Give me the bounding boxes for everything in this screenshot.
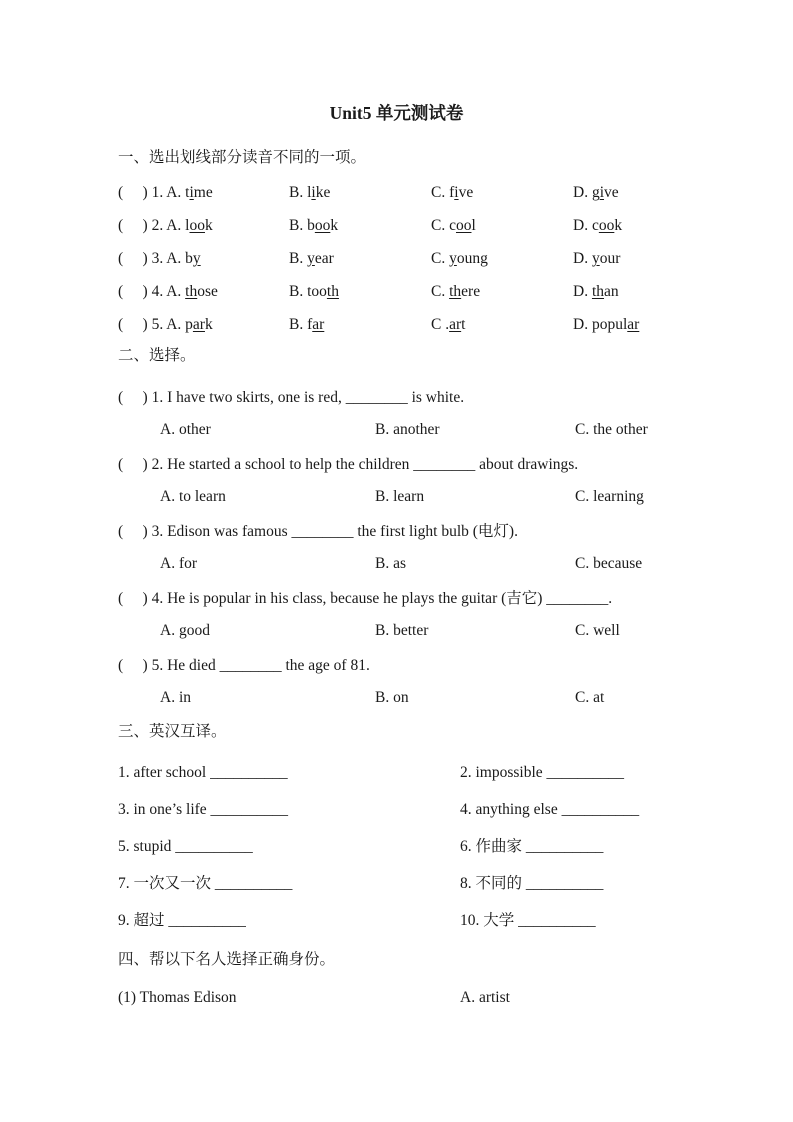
choice-question [118,650,753,714]
section4-rows [118,985,753,1011]
word-post: oung [456,250,488,267]
answer-bracket: ( ) [118,590,152,607]
pron-cell-a [118,242,289,275]
pron-cell-a [118,275,289,308]
choice-question [118,516,753,580]
word-pre: f [449,184,455,201]
option-c: C. learning [575,488,644,505]
choice-options-row [118,414,753,446]
option-b: B. another [375,421,440,438]
option-c: C. the other [575,421,648,438]
pron-question-row [118,176,753,209]
pron-cell-c [431,176,573,209]
answer-bracket: ( ) 4. [118,283,167,300]
option-c-word [449,250,488,267]
match-person: (1) Thomas Edison [118,989,237,1006]
word-underlined: i [189,184,194,201]
option-a-label: A. [166,283,186,300]
option-b-word [307,184,330,201]
word-post: our [599,250,621,267]
word-pre: t [185,184,190,201]
option-b-label: B. [289,316,308,333]
answer-bracket: ( ) [118,657,152,674]
option-a: A. good [160,622,210,639]
option-c: C. at [575,689,605,706]
stem-text: 4. He is popular in his class, because he plays the guitar (吉它) ________. [151,590,613,607]
word-underlined: i [311,184,316,201]
word-underlined: i [454,184,459,201]
translation-item: 8. 不同的 __________ [460,875,604,892]
translation-item: 5. stupid __________ [118,838,253,855]
option-a-word [185,250,201,267]
choice-options-row [118,682,753,714]
translation-item: 10. 大学 __________ [460,912,596,929]
choice-options-row [118,615,753,647]
translation-item: 4. anything else __________ [460,801,640,818]
page-title: Unit5 单元测试卷 [329,103,464,123]
option-a-label: A. [166,184,186,201]
word-underlined: oo [598,217,615,234]
option-b-label: B. [289,283,308,300]
word-underlined: i [599,184,605,201]
option-b-label: B. [289,250,308,267]
answer-bracket: ( ) 1. [118,184,167,201]
pron-question-row [118,209,753,242]
word-underlined: y [591,250,600,267]
option-c-word [449,184,473,201]
option-c-word [449,217,476,234]
pron-cell-d [573,209,753,242]
option-c-word [449,316,465,333]
word-post: ve [458,184,474,201]
match-identity: A. artist [460,989,510,1006]
word-underlined: ar [449,316,462,333]
section1-heading: 一、选出划线部分读音不同的一项。 [118,149,367,166]
option-b: B. on [375,689,409,706]
word-pre: popul [591,316,628,333]
section1-questions [118,176,753,341]
option-d-word [592,217,622,234]
pron-cell-a [118,176,289,209]
option-c-label: C. [431,283,450,300]
option-a-label: A. [166,316,186,333]
option-a-label: A. [166,217,186,234]
translation-item: 9. 超过 __________ [118,912,246,929]
section4-heading: 四、帮以下名人选择正确身份。 [118,951,336,968]
pron-cell-b [289,275,431,308]
option-c: C. well [575,622,620,639]
word-underlined: ar [192,316,205,333]
word-post: l [471,217,476,234]
word-pre: g [591,184,600,201]
option-c-label: C . [431,316,450,333]
word-post: me [193,184,213,201]
pron-cell-d [573,242,753,275]
pron-cell-d [573,308,753,341]
word-post: ke [315,184,331,201]
choice-question [118,583,753,647]
answer-bracket: ( ) 5. [118,316,167,333]
word-underlined: th [326,283,339,300]
stem-text: 2. He started a school to help the children ________ about drawings. [151,456,579,473]
option-a: A. in [160,689,191,706]
option-b-label: B. [289,217,308,234]
option-c-word [449,283,480,300]
word-post: ve [604,184,619,201]
stem-text: 3. Edison was famous ________ the first light bulb (电灯). [151,523,518,540]
choice-question [118,382,753,446]
option-d-label: D. [573,217,592,234]
option-b-word [307,283,339,300]
stem-text: 1. I have two skirts, one is red, ________ is white. [151,389,465,406]
translation-item: 7. 一次又一次 __________ [118,875,293,892]
option-d-label: D. [573,184,592,201]
option-a-word [185,217,213,234]
pron-cell-c [431,242,573,275]
word-underlined: ar [312,316,325,333]
word-underlined: oo [455,217,472,234]
choice-options-row [118,481,753,513]
pron-cell-b [289,308,431,341]
word-pre: p [185,316,193,333]
option-a: A. other [160,421,211,438]
pron-cell-d [573,176,753,209]
option-d-word [592,184,619,201]
pron-question-row [118,275,753,308]
translation-item: 6. 作曲家 __________ [460,838,604,855]
option-b-word [307,316,324,333]
word-underlined: y [449,250,457,267]
pron-cell-c [431,308,573,341]
option-c-label: C. [431,184,450,201]
option-c-label: C. [431,217,450,234]
answer-bracket: ( ) [118,456,152,473]
option-b-word [307,217,338,234]
section3-heading: 三、英汉互译。 [118,723,227,740]
option-b-word [307,250,334,267]
option-d-label: D. [573,250,592,267]
translation-item: 3. in one’s life __________ [118,801,289,818]
word-pre: c [591,217,599,234]
word-underlined: oo [189,217,205,234]
word-post: ose [197,283,218,300]
word-underlined: th [185,283,198,300]
word-underlined: oo [314,217,331,234]
word-pre: b [307,217,315,234]
pron-cell-d [573,275,753,308]
section2-questions [118,382,753,714]
option-a-word [185,283,218,300]
section2-heading: 二、选择。 [118,347,196,364]
word-post: ear [314,250,334,267]
word-pre: f [307,316,313,333]
word-post: t [461,316,466,333]
word-underlined: ar [627,316,640,333]
answer-bracket: ( ) 3. [118,250,167,267]
choice-options-row [118,548,753,580]
option-a-label: A. [166,250,186,267]
choice-question-stem-row [118,650,753,682]
pron-question-row [118,242,753,275]
word-post: k [330,217,339,234]
word-post: k [204,217,213,234]
word-underlined: y [307,250,315,267]
match-row [118,985,753,1011]
pron-cell-c [431,209,573,242]
choice-question-stem-row [118,516,753,548]
pron-cell-b [289,209,431,242]
word-pre: l [307,184,312,201]
option-b: B. better [375,622,429,639]
translation-item: 1. after school __________ [118,764,288,781]
option-a: A. for [160,555,198,572]
pron-cell-c [431,275,573,308]
paper-content [118,145,753,1011]
answer-bracket: ( ) 2. [118,217,167,234]
translation-item: 2. impossible __________ [460,764,625,781]
pron-cell-b [289,242,431,275]
option-d-label: D. [573,316,592,333]
word-underlined: th [449,283,462,300]
stem-text: 5. He died ________ the age of 81. [151,657,370,674]
option-a-word [185,184,213,201]
word-post: k [614,217,623,234]
option-c: C. because [575,555,643,572]
choice-question-stem-row [118,583,753,615]
word-post: an [604,283,619,300]
choice-question-stem-row [118,449,753,481]
option-b: B. learn [375,488,425,505]
word-pre: l [185,217,190,234]
answer-bracket: ( ) [118,389,152,406]
option-b-label: B. [289,184,308,201]
pron-cell-a [118,308,289,341]
option-b: B. as [375,555,406,572]
option-a-word [185,316,213,333]
option-a: A. to learn [160,488,226,505]
answer-bracket: ( ) [118,523,152,540]
word-pre: too [307,283,327,300]
section3-items [118,754,753,939]
word-post: k [204,316,213,333]
pron-question-row [118,308,753,341]
word-underlined: th [591,283,605,300]
option-d-word [592,250,620,267]
choice-question [118,449,753,513]
word-pre: b [185,250,193,267]
option-d-word [592,283,619,300]
word-post: ere [461,283,481,300]
choice-question-stem-row [118,382,753,414]
option-d-word [592,316,639,333]
option-d-label: D. [573,283,592,300]
option-c-label: C. [431,250,450,267]
pron-cell-a [118,209,289,242]
pron-cell-b [289,176,431,209]
word-pre: c [449,217,456,234]
word-underlined: y [192,250,201,267]
